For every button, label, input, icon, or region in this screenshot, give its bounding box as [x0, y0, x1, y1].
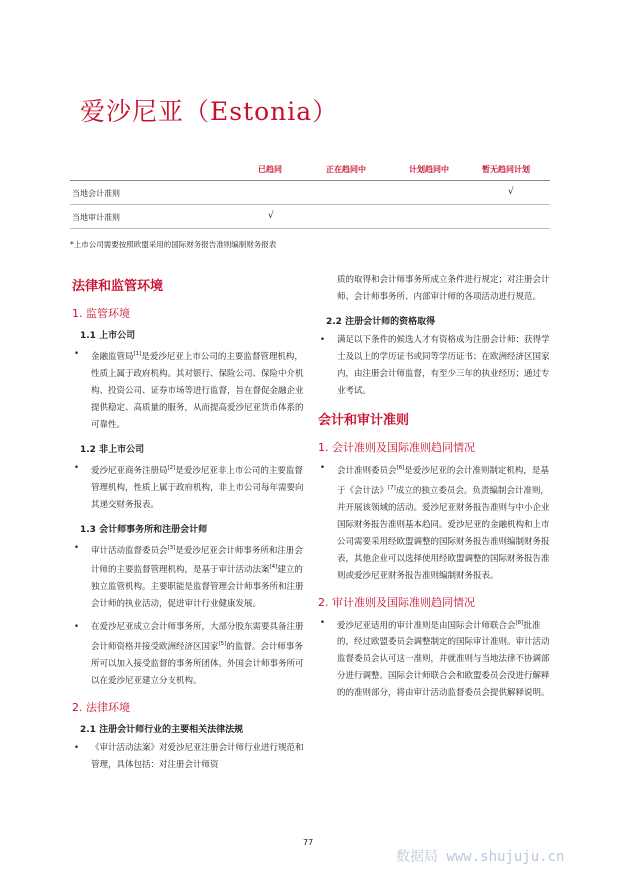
row-label: 当地会计准则 — [72, 189, 120, 198]
list-item: • 在爱沙尼亚成立会计师事务所，大部分股东需要具备注册会计师资格并接受欧洲经济区国家[5]的监督。会计师事务所可以加入接受监督的事务所团体。外国会计师事务所可以在爱沙尼亚建立分支机构。 — [72, 619, 307, 690]
subsection-regulatory: 1. 监管环境 — [72, 307, 130, 320]
heading-listed-companies: 1.1 上市公司 — [80, 331, 136, 341]
list-item: • 会计准则委员会[6]是爱沙尼亚的会计准则制定机构，是基于《会计法》[7]成立的独立委员会。负责编制会计准则，并开展该领域的活动。爱沙尼亚财务报告准则与中小企业国际财务报告准则基本趋同。爱沙尼亚的金融机构和上市公司需要采用经欧盟调整的国际财务报告准则编制财务报表，其他企业可以选择使用经欧盟调整的国际财务报告准则或爱沙尼亚财务报告准则编制财务报表。 — [318, 460, 554, 585]
right-column — [318, 272, 554, 708]
section-heading-standards: 会计和审计准则 — [318, 413, 410, 428]
continued-text: 质的取得和会计师事务所成立条件进行规定；对注册会计师、会计师事务所、内部审计师的各项活动进行规范。 — [337, 275, 550, 302]
header-planned: 计划趋同中 — [409, 165, 449, 174]
table-row — [70, 205, 550, 229]
table-row — [70, 181, 550, 205]
heading-unlisted-companies: 1.2 非上市公司 — [80, 444, 145, 455]
convergence-table — [70, 160, 550, 229]
heading-laws: 2.1 注册会计师行业的主要相关法律法规 — [80, 725, 244, 736]
watermark: 数据局 www.shujuju.cn — [396, 849, 565, 865]
subsection-legal: 2. 法律环境 — [72, 701, 130, 715]
check-mark: √ — [268, 211, 274, 221]
header-converged: 已趋同 — [258, 165, 282, 174]
table-header — [70, 160, 550, 181]
subsection-auditing: 2. 审计准则及国际准则趋同情况 — [318, 595, 475, 609]
list-item: • 审计活动监督委员会[3]是爱沙尼亚会计师事务所和注册会计师的主要监督管理机构，是基于审计活动法案[4]建立的独立监管机构。主要职能是监督管理会计师事务所和注册会计师的执业活动，促进审计行业健康发展。 — [72, 540, 307, 614]
page-title: 爱沙尼亚（Estonia） — [80, 97, 339, 126]
header-no-plan: 暂无趋同计划 — [482, 165, 530, 174]
list-item: • 金融监管局[1]是爱沙尼亚上市公司的主要监督管理机构，性质上属于政府机构。其对银行、保险公司、保险中介机构、投资公司、证券市场等进行监督，旨在督促金融企业提供稳定、高质量的服务，从而提高爱沙尼亚货币体系的可靠性。 — [72, 346, 307, 434]
heading-firms-and-cpas: 1.3 会计师事务所和注册会计师 — [80, 524, 208, 535]
subsection-accounting: 1. 会计准则及国际准则趋同情况 — [318, 441, 475, 454]
table-note: *上市公司需要按照欧盟采用的国际财务报告准则编制财务报表 — [70, 240, 277, 249]
section-heading-legal: 法律和监管环境 — [72, 279, 164, 294]
list-item: • 爱沙尼亚商务注册局[2]是爱沙尼亚非上市公司的主要监督管理机构，性质上属于政府机构，非上市公司每年需要向其递交财务报表。 — [72, 460, 307, 514]
header-converging: 正在趋同中 — [326, 165, 366, 174]
check-mark: √ — [508, 187, 514, 197]
list-item: • 爱沙尼亚适用的审计准则是由国际会计师联合会[8]批准的，经过欧盟委员会调整制定的国际审计准则。审计活动监督委员会认可这一准则，并就准则与当地法律不协调部分进行调整。国际会计师联合会和欧盟委员会没进行解释的的准则部分，将由审计活动监督委员会提供解释说明。 — [318, 615, 554, 703]
list-item: • 《审计活动法案》对爱沙尼亚注册会计师行业进行规范和管理，具体包括：对注册会计师资 — [72, 740, 307, 774]
page-number: 77 — [303, 838, 314, 847]
left-column — [72, 272, 307, 780]
list-item: • 满足以下条件的候选人才有资格成为注册会计师：获得学士及以上的学历证书或同等学历证书；在欧洲经济区国家内，由注册会计师监督，有至少三年的执业经历；通过专业考试。 — [318, 332, 554, 400]
heading-qualification: 2.2 注册会计师的资格取得 — [326, 317, 436, 327]
row-label: 当地审计准则 — [72, 213, 120, 222]
